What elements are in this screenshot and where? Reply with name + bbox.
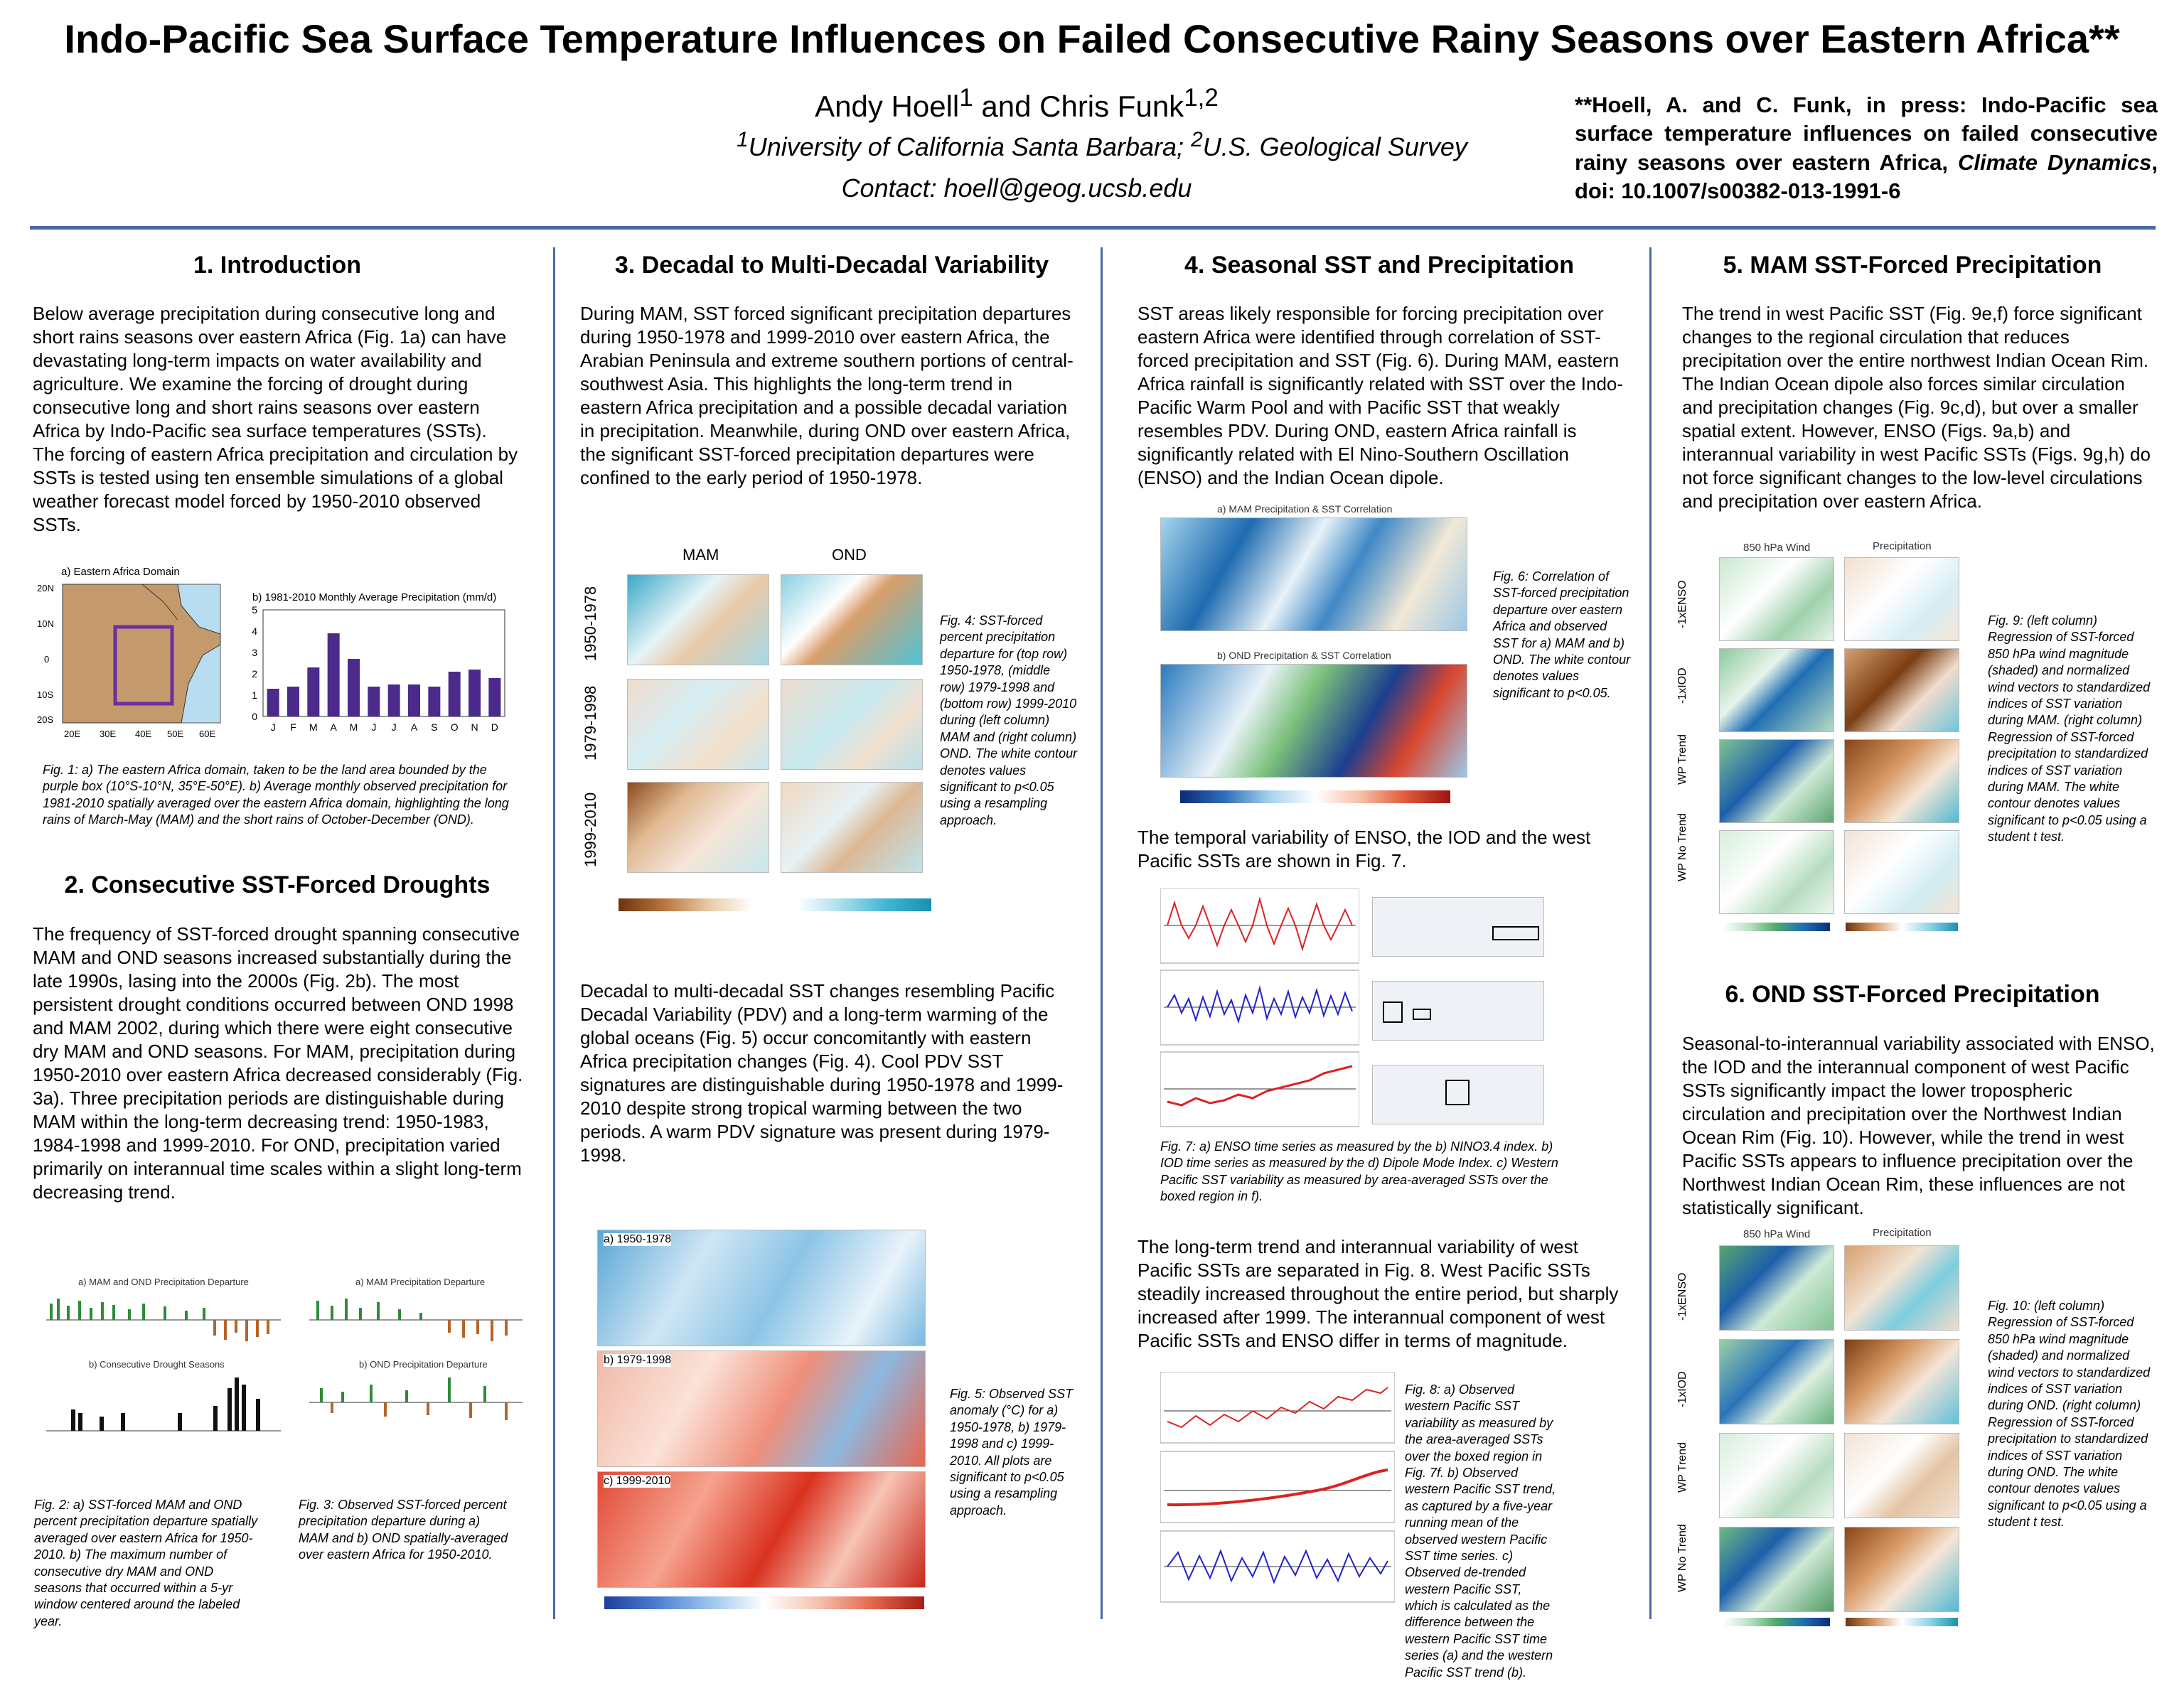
section-5-heading: 5. MAM SST-Forced Precipitation xyxy=(1723,252,2102,279)
y-tick-label: 4 xyxy=(252,625,257,637)
fig9a-wind xyxy=(1719,557,1834,641)
bar xyxy=(328,633,340,716)
x-tick-label: S xyxy=(431,721,438,733)
fig7-caption: Fig. 7: a) ENSO time series as measured by the b) NINO3.4 index. b) IOD time series as measured by the d) Dipole Mode Index. c) Western Pacific SST variability as measured by area-averaged SSTs over the boxed region in f). xyxy=(1160,1139,1558,1204)
y-tick-label: 2 xyxy=(252,668,257,680)
x-tick-label: O xyxy=(450,721,459,733)
bar xyxy=(449,672,461,716)
fig5c-map xyxy=(597,1471,926,1588)
column-divider xyxy=(553,247,555,1619)
fig5a-label: a) 1950-1978 xyxy=(604,1233,672,1245)
fig4-colorbar xyxy=(619,898,931,911)
section-2-body: The frequency of SST-forced drought spanning consecutive MAM and OND seasons increased substantially during the late 1990s, lasing into the 2000s (Fig. 2b). The most persistent drought conditions occurred between OND 1998 and MAM 2002, during which there were eight consecutive dry MAM and OND seasons. For MAM, precipitation during 1950-2010 over eastern Africa decreased considerably (Fig. 3a). Three precipitation periods are distinguishable during MAM within the long-term decreasing trend: 1950-1983, 1984-1998 and 1999-2010. For OND, precipitation varied primarily on interannual time scales within a slight long-term decreasing trend. xyxy=(33,923,523,1203)
fig2b-chart xyxy=(43,1370,284,1438)
fig4-col-ond: OND xyxy=(832,546,867,564)
fig10-row-wp-no-trend: WP No Trend xyxy=(1676,1524,1688,1592)
y-tick-label: 1 xyxy=(252,689,257,701)
fig10-row-iod: -1xIOD xyxy=(1676,1371,1688,1407)
fig5b-label: b) 1979-1998 xyxy=(604,1354,672,1366)
fig3a-title: a) MAM Precipitation Departure xyxy=(355,1277,486,1287)
fig10g-wind xyxy=(1719,1527,1834,1612)
fig4e-map xyxy=(781,679,923,770)
fig4-row-3: 1999-2010 xyxy=(582,792,599,867)
svg-text:10N: 10N xyxy=(37,618,54,629)
fig2a-title: a) MAM and OND Precipitation Departure xyxy=(78,1277,249,1287)
fig9-row-iod: -1xIOD xyxy=(1676,667,1688,704)
fig9e-wind xyxy=(1719,739,1834,823)
fig9f-precip xyxy=(1844,739,1959,823)
fig10-caption: Fig. 10: (left column) Regression of SST-forced 850 hPa wind magnitude (shaded) and normalized wind vectors to standardized indices of SST variation during OND. (right column) Regression of SST-forced precipitation to standardized indices of SST variation during OND. The white contour denotes values significant to p<0.05 using a student t test. xyxy=(1988,1299,2151,1530)
svg-text:0: 0 xyxy=(44,654,50,665)
y-tick-label: 5 xyxy=(252,604,257,616)
fig8-time-series xyxy=(1160,1372,1395,1606)
authors: Andy Hoell$^1$ and Chris Funk$^{1,2}$ xyxy=(815,84,1219,123)
fig6-colorbar xyxy=(1180,790,1450,803)
bar xyxy=(488,678,500,716)
fig7f-west-pacific-map xyxy=(1372,1065,1544,1124)
fig10-row-wp-trend: WP Trend xyxy=(1676,1442,1688,1493)
section-4-body-2: The temporal variability of ENSO, the IOD and the west Pacific SSTs are shown in Fig. 7. xyxy=(1138,827,1591,872)
y-tick-label: 0 xyxy=(252,711,257,722)
fig9-col-wind: 850 hPa Wind xyxy=(1743,542,1811,554)
fig5a-map xyxy=(597,1230,926,1346)
bar xyxy=(348,659,360,716)
x-tick-label: N xyxy=(471,721,478,733)
fig1b-bar-chart xyxy=(235,604,519,739)
x-tick-label: J xyxy=(270,721,276,733)
fig5-colorbar xyxy=(604,1596,924,1609)
fig7d-dipole-map xyxy=(1372,981,1544,1041)
fig10d-precip xyxy=(1844,1339,1959,1424)
fig3a-chart xyxy=(306,1288,526,1352)
bar xyxy=(408,684,420,716)
fig10e-wind xyxy=(1719,1433,1834,1518)
fig2b-title: b) Consecutive Drought Seasons xyxy=(89,1359,225,1370)
x-tick-label: F xyxy=(290,721,296,733)
fig1a-title: a) Eastern Africa Domain xyxy=(61,566,180,578)
fig2-caption: Fig. 2: a) SST-forced MAM and OND percent precipitation departure spatially averaged over eastern Africa for 1950-2010. b) The maximum number of consecutive dry MAM and OND seasons that occurred within a 5-yr window centered around the labeled year. xyxy=(34,1498,258,1628)
fig4-row-1: 1950-1978 xyxy=(582,586,599,661)
bar xyxy=(267,689,279,716)
fig1b-title: b) 1981-2010 Monthly Average Precipitation (mm/d) xyxy=(252,591,497,603)
fig9-row-wp-no-trend: WP No Trend xyxy=(1676,813,1688,881)
fig7-time-series xyxy=(1160,888,1359,1130)
fig8a-wp-total xyxy=(1160,1372,1395,1443)
bar xyxy=(388,684,400,716)
fig6-caption: Fig. 6: Correlation of SST-forced precipitation departure over eastern Africa and observed SST for a) MAM and b) OND. The white contour denotes values significant to p<0.05. xyxy=(1493,569,1631,700)
fig9c-wind xyxy=(1719,648,1834,732)
svg-text:20E: 20E xyxy=(64,729,81,739)
svg-text:20S: 20S xyxy=(37,714,54,725)
bar xyxy=(469,670,481,716)
fig6a-title: a) MAM Precipitation & SST Correlation xyxy=(1217,503,1393,515)
fig10f-precip xyxy=(1844,1433,1959,1518)
fig5-caption: Fig. 5: Observed SST anomaly (°C) for a) 1950-1978, b) 1979-1998 and c) 1999-2010. All plots are significant to p<0.05 using a resampling approach. xyxy=(950,1387,1074,1518)
section-6-body: Seasonal-to-interannual variability associated with ENSO, the IOD and the interannual component of west Pacific SSTs significantly impact the lower tropospheric circulation and precipitation over the Northwest Indian Ocean Rim (Fig. 10). However, while the trend in west Pacific SSTs appears to influence precipitation over the Northwest Indian Ocean Rim, these influences are not statistically significant. xyxy=(1682,1033,2155,1219)
x-tick-label: M xyxy=(309,721,318,733)
bar xyxy=(368,687,380,716)
fig6a-map xyxy=(1160,517,1467,631)
fig10-col-precip: Precipitation xyxy=(1873,1227,1932,1239)
section-4-heading: 4. Seasonal SST and Precipitation xyxy=(1184,252,1574,279)
fig10a-wind xyxy=(1719,1245,1834,1331)
contact: Contact: hoell@geog.ucsb.edu xyxy=(841,173,1192,203)
svg-text:20N: 20N xyxy=(37,583,54,594)
fig4c-map xyxy=(627,782,769,873)
fig9-wind-colorbar xyxy=(1723,923,1830,931)
fig5c-label: c) 1999-2010 xyxy=(604,1475,671,1487)
section-4-body-1: SST areas likely responsible for forcing precipitation over eastern Africa were identified through correlation of SST-forced precipitation and SST (Fig. 6). During MAM, eastern Africa rainfall is significantly related with SST over the Indo-Pacific Warm Pool and with Pacific SST that weakly resembles PDV. During OND, eastern Africa rainfall is significantly related with El Nino-Southern Oscillation (ENSO) and the Indian Ocean dipole. xyxy=(1138,303,1624,489)
fig10-row-enso: -1xENSO xyxy=(1676,1272,1688,1321)
fig9-row-wp-trend: WP Trend xyxy=(1676,734,1688,785)
fig9b-precip xyxy=(1844,557,1959,641)
svg-text:30E: 30E xyxy=(100,729,117,739)
section-4-body-3: The long-term trend and interannual variability of west Pacific SSTs are separated in Fig. 8. West Pacific SSTs steadily increased throughout the entire period, but sharply increased after 1999. The interannual component of west Pacific SSTs and ENSO differ in terms of magnitude. xyxy=(1138,1236,1619,1352)
fig3b-chart xyxy=(306,1370,526,1434)
fig3b-title: b) OND Precipitation Departure xyxy=(359,1359,488,1370)
fig4-caption: Fig. 4: SST-forced percent precipitation departure for (top row) 1950-1978, (middle row) 1979-1998 and (bottom row) 1999-2010 during (left column) MAM and (right column) OND. The white contour denotes values significant to p<0.05 using a resampling approach. xyxy=(940,613,1078,827)
section-2-heading: 2. Consecutive SST-Forced Droughts xyxy=(64,871,491,898)
fig2a-chart xyxy=(43,1288,284,1355)
affiliations: $^1$University of California Santa Barbara; $^2$U.S. Geological Survey xyxy=(737,128,1467,161)
bar xyxy=(307,667,319,716)
column-divider xyxy=(1649,247,1652,1619)
fig4-row-2: 1979-1998 xyxy=(582,685,599,761)
bar xyxy=(428,687,440,716)
fig4d-map xyxy=(781,574,923,665)
x-tick-label: M xyxy=(349,721,358,733)
fig8-caption: Fig. 8: a) Observed western Pacific SST variability as measured by the area-averaged SSTs over the boxed region in Fig. 7f. b) Observed western Pacific SST trend, as captured by a five-year running mean of the observed western Pacific SST time series. c) Observed de-trended western Pacific SST, which is calculated as the difference between the western Pacific SST time series (a) and the western Pacific SST trend (b). xyxy=(1405,1382,1556,1680)
fig9-row-enso: -1xENSO xyxy=(1676,580,1688,628)
y-tick-label: 3 xyxy=(252,647,257,658)
x-tick-label: A xyxy=(330,721,337,733)
section-6-heading: 6. OND SST-Forced Precipitation xyxy=(1725,981,2100,1008)
fig9-caption: Fig. 9: (left column) Regression of SST-forced 850 hPa wind magnitude (shaded) and normalized wind vectors to standardized indices of SST variation during MAM. (right column) Regression of SST-forced precipitation to standardized indices of SST variation during MAM. The white contour denotes values significant to p<0.05 using a student t test. xyxy=(1988,613,2151,844)
section-3-body-2: Decadal to multi-decadal SST changes resembling Pacific Decadal Variability (PDV) and a long-term warming of the global oceans (Fig. 5) occur concomitantly with eastern Africa precipitation changes (Fig. 4). Cool PDV SST signatures are distinguishable during 1950-1978 and 1999-2010 despite strong tropical warming between the two periods. A warm PDV signature was present during 1979-1998. xyxy=(580,980,1064,1166)
fig6b-title: b) OND Precipitation & SST Correlation xyxy=(1217,650,1391,661)
fig1-caption: Fig. 1: a) The eastern Africa domain, taken to be the land area bounded by the purple box (10°S-10°N, 35°E-50°E). b) Average monthly observed precipitation for 1981-2010 spatially averaged over the eastern Africa domain, highlighting the long rains of March-May (MAM) and the short rains of October-December (OND). xyxy=(43,763,509,827)
section-3-heading: 3. Decadal to Multi-Decadal Variability xyxy=(614,252,1049,279)
fig10-col-wind: 850 hPa Wind xyxy=(1743,1228,1811,1240)
fig3-caption: Fig. 3: Observed SST-forced percent precipitation departure during a) MAM and b) OND spatially-averaged over eastern Africa for 1950-2010. xyxy=(299,1498,508,1562)
x-tick-label: J xyxy=(371,721,377,733)
section-1-heading: 1. Introduction xyxy=(193,252,362,279)
fig10c-wind xyxy=(1719,1339,1834,1424)
svg-text:50E: 50E xyxy=(167,729,184,739)
fig10h-precip xyxy=(1844,1527,1959,1612)
fig7e-west-pacific xyxy=(1160,1052,1359,1127)
header-divider xyxy=(30,226,2156,230)
bar xyxy=(287,687,299,716)
fig4-col-mam: MAM xyxy=(682,546,719,564)
fig4a-map xyxy=(627,574,769,665)
fig7b-nino34-map xyxy=(1372,897,1544,957)
fig8b-wp-trend xyxy=(1160,1451,1395,1522)
fig9-precip-colorbar xyxy=(1846,923,1958,931)
column-divider xyxy=(1101,247,1103,1619)
fig6b-map xyxy=(1160,664,1467,778)
section-5-body: The trend in west Pacific SST (Fig. 9e,f) force significant changes to the regional circulation that reduces precipitation over the entire northwest Indian Ocean Rim. The Indian Ocean dipole also forces similar circulation and precipitation changes (Fig. 9c,d), but over a smaller spatial extent. However, ENSO (Figs. 9a,b) and interannual variability in west Pacific SSTs (Figs. 9g,h) do not force significant changes to the low-level circulations and precipitation over eastern Africa. xyxy=(1682,303,2151,512)
fig10b-precip xyxy=(1844,1245,1959,1331)
x-tick-label: A xyxy=(410,721,418,733)
svg-text:60E: 60E xyxy=(199,729,216,739)
section-1-body: Below average precipitation during consecutive long and short rains seasons over eastern Africa (Fig. 1a) can have devastating long-term impacts on water availability and agriculture. We examine the forcing of drought during consecutive long and short rains seasons over eastern Africa by Indo-Pacific sea surface temperatures (SSTs). The forcing of eastern Africa precipitation and circulation by SSTs is tested using ten ensemble simulations of a global weather forecast model forced by 1950-2010 observed SSTs. xyxy=(33,303,518,536)
fig4f-map xyxy=(781,782,923,873)
fig7a-enso xyxy=(1160,888,1359,963)
poster-title: Indo-Pacific Sea Surface Temperature Influences on Failed Consecutive Rainy Seasons over Eastern Africa** xyxy=(64,16,2120,61)
fig1a-domain-map xyxy=(36,577,228,741)
x-tick-label: D xyxy=(491,721,498,733)
fig8c-wp-detrend xyxy=(1160,1531,1395,1602)
section-3-body-1: During MAM, SST forced significant precipitation departures during 1950-1978 and 1999-2010 over eastern Africa, the Arabian Peninsula and extreme southern portions of central-southwest Asia. This highlights the long-term trend in eastern Africa precipitation and a possible decadal variation in precipitation. Meanwhile, during OND over eastern Africa, the significant SST-forced precipitation departures were confined to the early period of 1950-1978. xyxy=(580,303,1074,489)
fig5b-map xyxy=(597,1350,926,1467)
svg-text:10S: 10S xyxy=(37,689,54,700)
x-tick-label: J xyxy=(391,721,397,733)
fig9h-precip xyxy=(1844,830,1959,914)
fig9-col-precip: Precipitation xyxy=(1873,540,1932,552)
citation: **Hoell, A. and C. Funk, in press: Indo-Pacific sea surface temperature influences on failed consecutive rainy seasons over eastern Africa, Climate Dynamics, doi: 10.1007/s00382-013-1991-6 xyxy=(1575,92,2158,203)
fig9d-precip xyxy=(1844,648,1959,732)
fig10-wind-colorbar xyxy=(1723,1618,1830,1626)
svg-text:40E: 40E xyxy=(135,729,152,739)
fig10-precip-colorbar xyxy=(1846,1618,1958,1626)
fig4b-map xyxy=(627,679,769,770)
fig9g-wind xyxy=(1719,830,1834,914)
fig7c-iod xyxy=(1160,970,1359,1045)
